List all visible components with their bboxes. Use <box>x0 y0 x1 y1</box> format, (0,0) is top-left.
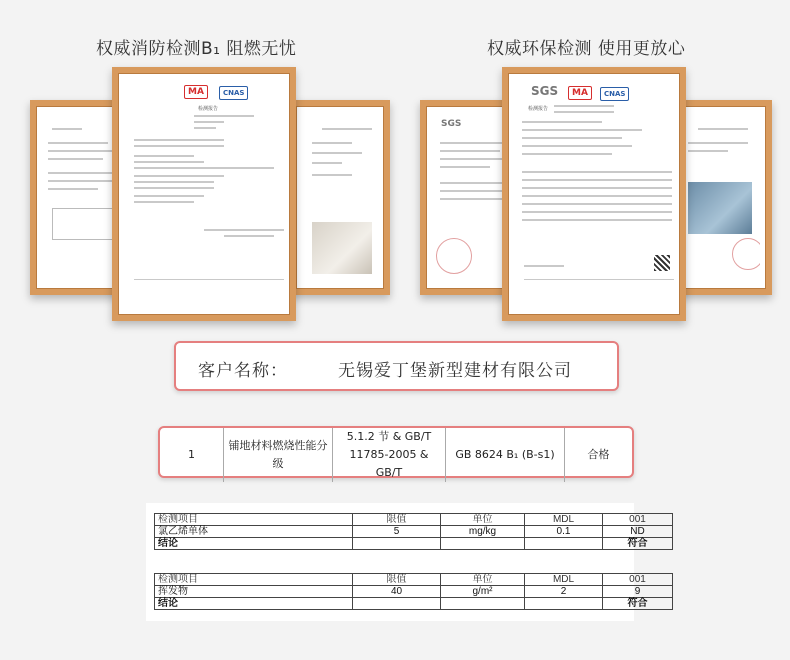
cma-logo: MA <box>184 85 208 99</box>
cnas-logo-eco: CNAS <box>600 87 629 101</box>
table-header-unit: 单位 <box>441 514 525 526</box>
result-standard-line1: 5.1.2 节 & GB/T <box>346 430 432 443</box>
table-conclusion-label: 结论 <box>155 538 353 550</box>
qr-code-icon <box>654 255 670 271</box>
cma-logo-eco: MA <box>568 86 592 100</box>
result-item <box>224 428 333 482</box>
fire-test-heading: 权威消防检测B₁ 阻燃无忧 <box>96 39 297 59</box>
table-cell-unit: mg/kg <box>441 526 525 538</box>
table-cell-mdl: 0.1 <box>525 526 603 538</box>
cnas-logo: CNAS <box>219 86 248 100</box>
table-header-unit: 单位 <box>441 574 525 586</box>
table-header-mdl: MDL <box>525 574 603 586</box>
eco-report-title: 检测报告 <box>528 106 549 112</box>
table-cell-unit: g/m² <box>441 586 525 598</box>
result-item-line2: 级 <box>272 457 284 470</box>
table-header-limit: 限值 <box>353 574 441 586</box>
table-cell-limit: 5 <box>353 526 441 538</box>
eco-test-heading: 权威环保检测 使用更放心 <box>487 39 686 59</box>
table-header-limit: 限值 <box>353 514 441 526</box>
result-conclusion: 合格 <box>565 428 633 482</box>
fire-report-title: 检测报告 <box>198 106 219 112</box>
customer-value: 无锡爱丁堡新型建材有限公司 <box>338 361 572 381</box>
table-header-item: 检测项目 <box>155 574 353 586</box>
result-standard-line2: 11785-2005 & GB/T <box>349 448 429 479</box>
fire-report-certificate <box>112 67 296 321</box>
table-conclusion-value: 符合 <box>603 598 673 610</box>
customer-label: 客户名称： <box>198 361 288 381</box>
result-requirement: GB 8624 B₁ (B-s1) <box>446 428 565 482</box>
table-cell-mdl: 2 <box>525 586 603 598</box>
fire-result-row <box>158 426 634 478</box>
result-item-line1: 铺地材料燃烧性能分 <box>228 439 328 452</box>
sgs-logo: SGS <box>531 84 559 98</box>
eco-report-certificate <box>502 67 686 321</box>
table-header-item: 检测项目 <box>155 514 353 526</box>
result-standard <box>333 428 446 482</box>
test-results-panel <box>146 503 648 621</box>
table-cell-result: ND <box>603 526 673 538</box>
table-header-sample: 001 <box>603 514 673 526</box>
vcm-test-table <box>154 513 673 550</box>
result-no: 1 <box>188 448 195 461</box>
table-header-sample: 001 <box>603 574 673 586</box>
table-header-mdl: MDL <box>525 514 603 526</box>
table-cell-item: 氯乙烯单体 <box>155 526 353 538</box>
table-cell-limit: 40 <box>353 586 441 598</box>
table-conclusion-label: 结论 <box>155 598 353 610</box>
customer-name-box <box>174 341 619 391</box>
table-cell-item: 挥发物 <box>155 586 353 598</box>
fire-report-page-right <box>290 100 390 295</box>
volatile-test-table <box>154 573 673 610</box>
sgs-logo-small: SGS <box>441 119 462 129</box>
table-cell-result: 9 <box>603 586 673 598</box>
table-conclusion-value: 符合 <box>603 538 673 550</box>
